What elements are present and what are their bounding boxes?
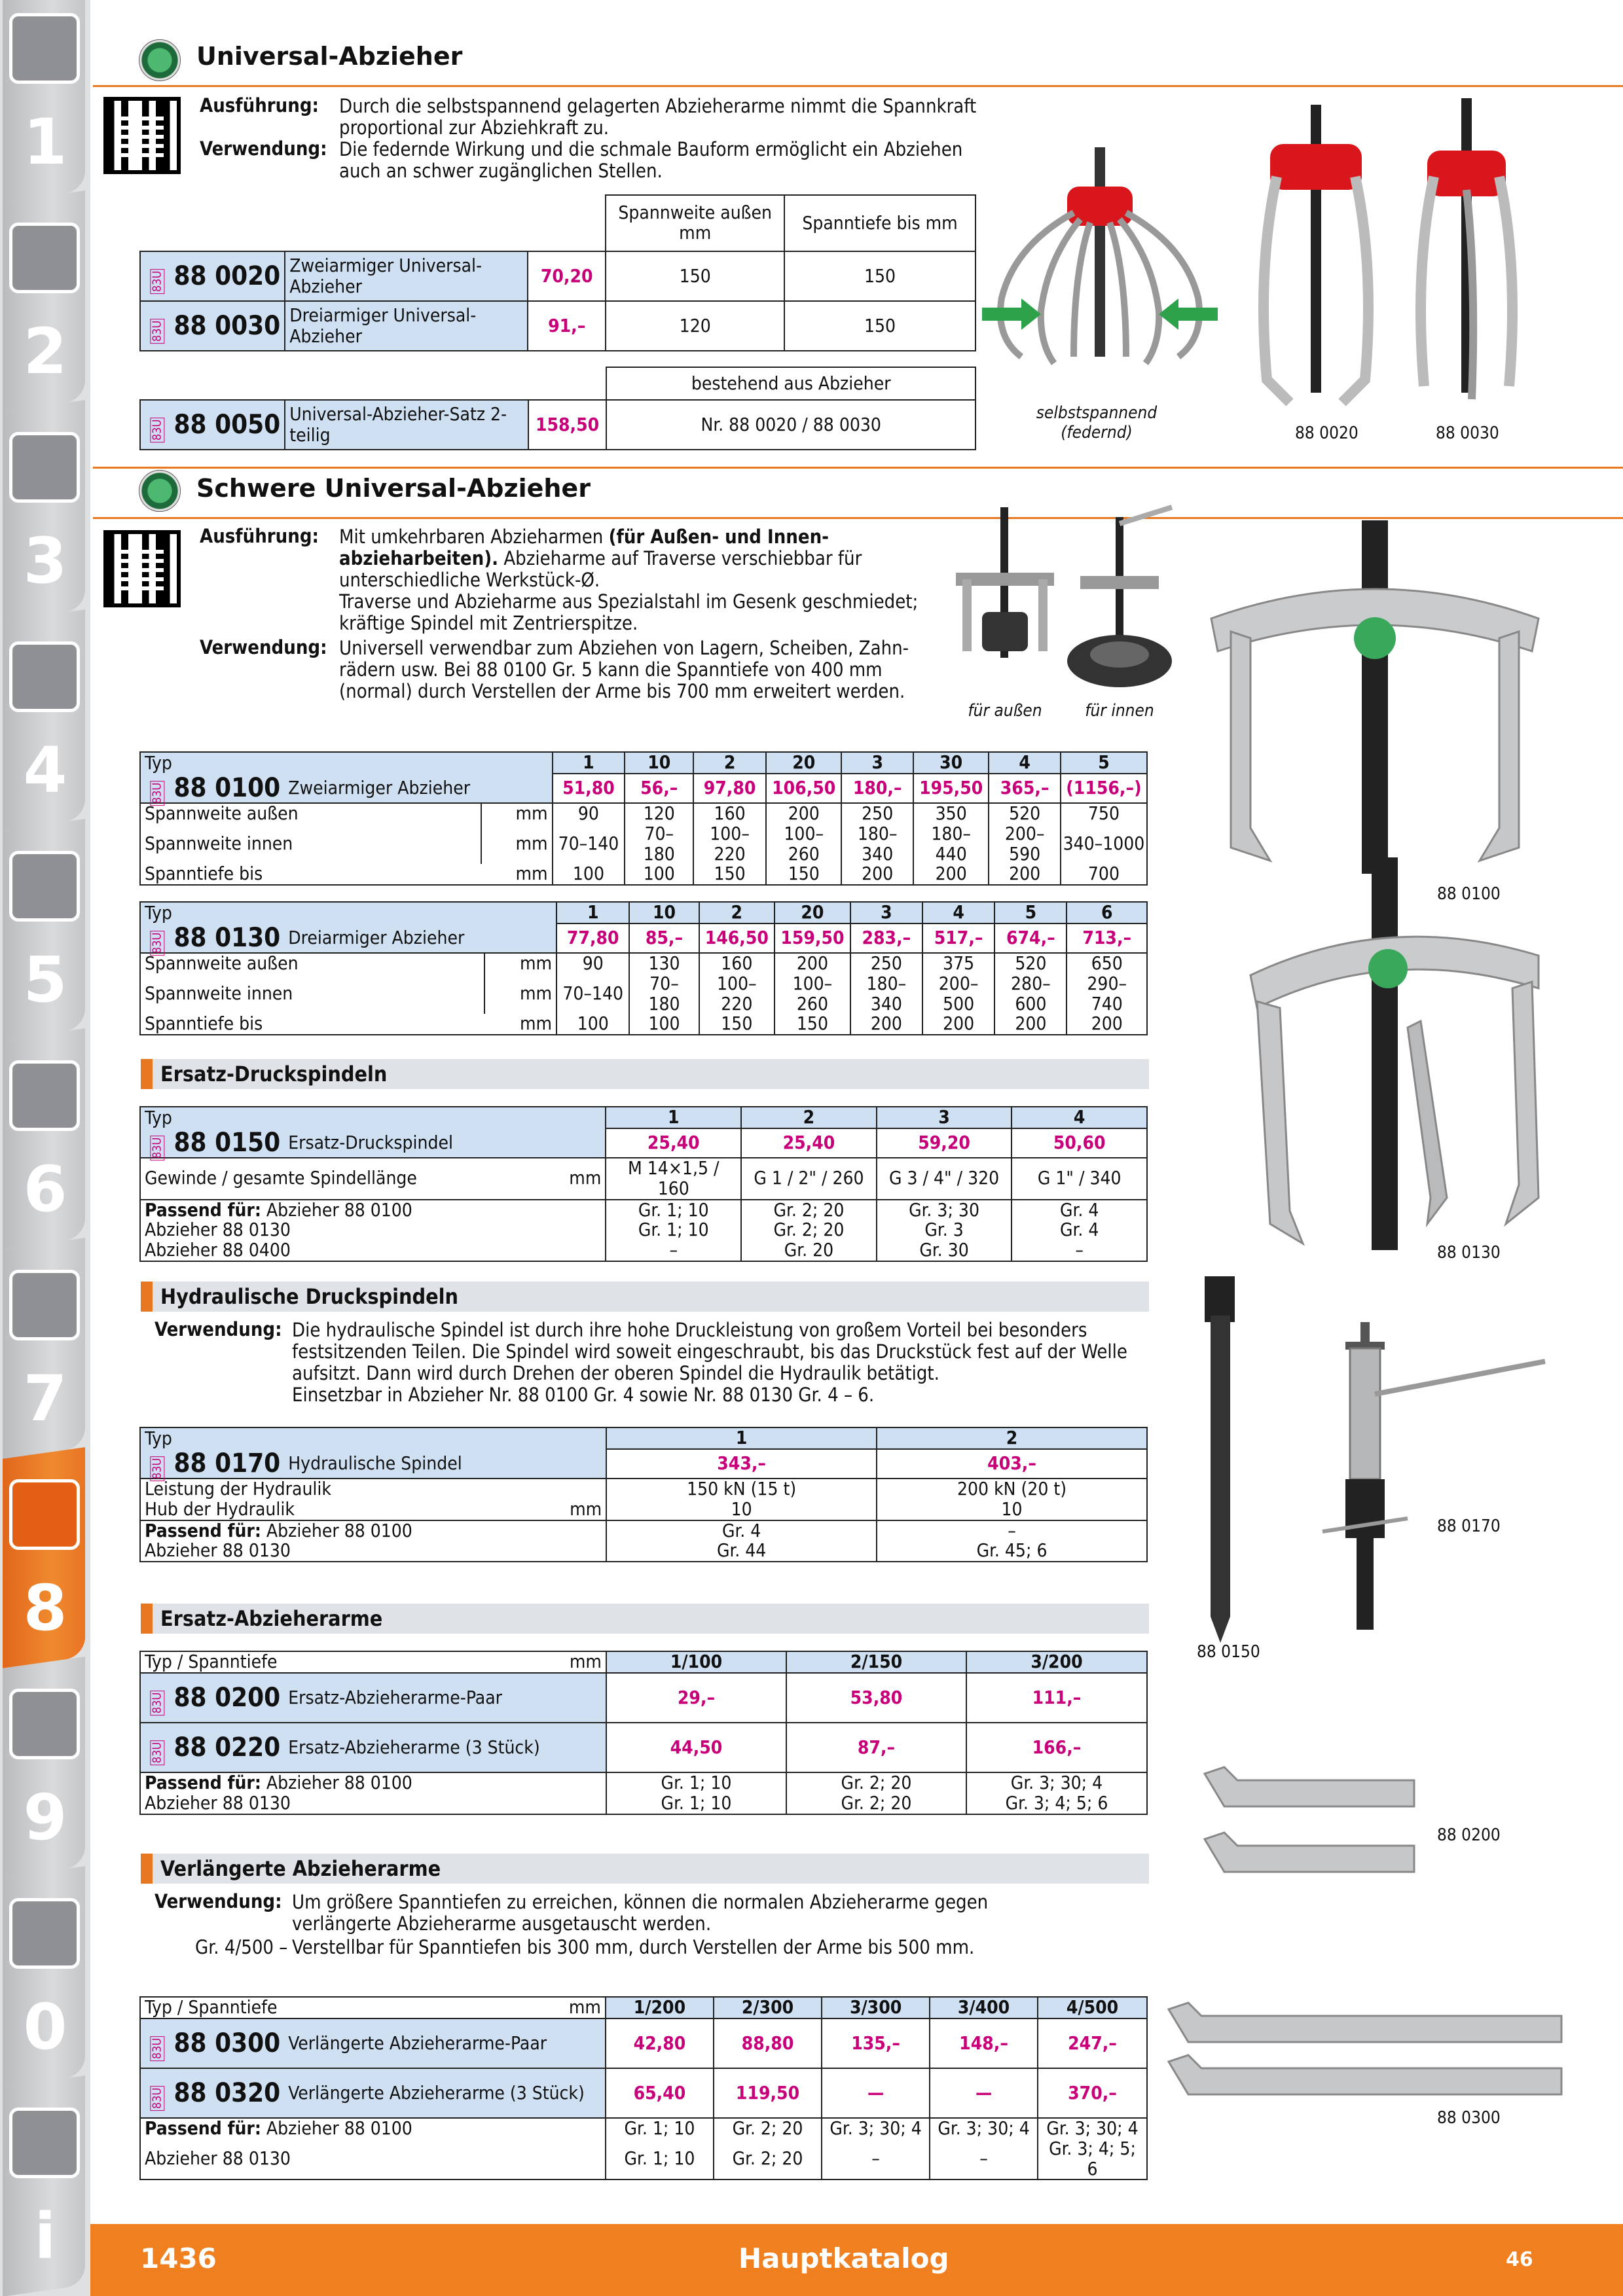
table-row: 83U 88 0200 Ersatz-Abzieherarme-Paar 29,– 53,80 111,– [140,1673,1147,1723]
caption-880100: 88 0100 [1437,884,1501,904]
subsection-ersatz-druckspindeln: Ersatz-Druckspindeln [141,1059,1149,1089]
tool-cabinet-icon [9,1689,80,1759]
page-number: 1436 [140,2242,217,2274]
qr-code-icon [103,97,181,174]
table-header: Typ / Spanntiefe mm 1/200 2/300 3/300 3/400 4/500 [140,1997,1147,2018]
table-row: Spanntiefe bis mm 100 100 150 150 200 200 200 200 [140,1014,1147,1035]
col-spanntiefe: Spanntiefe bis mm [784,195,976,251]
table-row: Abzieher 88 0130 Gr. 1; 10 Gr. 2; 20 Gr. 3; 4; 5; 6 [140,1793,1147,1814]
ausfuehrung-label: Ausführung: [200,94,319,117]
table-880100 [139,751,1148,886]
sidebar-tab-number: 4 [23,734,67,807]
table-880020 [139,194,976,351]
table-row: 83U 88 0050 Universal-Abzieher-Satz 2-teilig 158,50 Nr. 88 0020 / 88 0030 [140,400,976,450]
table-row: 83U 88 0320 Verlängerte Abzieherarme (3 Stück) 65,40 119,50 — — 370,– [140,2068,1147,2118]
puller-inner-use-image [1061,504,1178,707]
caption-880020: 88 0020 [1295,423,1359,443]
caliper-icon [9,641,80,712]
verwendung-text: Die federnde Wirkung und die schmale Bauform ermöglicht ein Abziehen auch an schwer zugänglichen Stellen. [339,138,963,182]
table-row: 83U 88 0020 Zweiarmiger Universal-Abzieher 70,20 150 150 [140,251,976,301]
verwendung-text: Universell verwendbar zum Abziehen von Lagern, Scheiben, Zahn- rädern usw. Bei 88 0100 Gr. 5 kann die Spanntiefe von 400 mm (normal) durch Verstellen der Arme bis 700 mm erweitert werden. [339,637,909,702]
col-spannweite: Spannweite außen mm [606,195,784,251]
puller-outer-use-image [949,507,1061,704]
tool-case-icon [9,1479,80,1550]
section-title: Schwere Universal-Abzieher [196,474,591,503]
qr-code-icon [103,530,181,607]
caption-880170: 88 0170 [1437,1516,1501,1536]
subsection-hydraulische-druckspindeln: Hydraulische Druckspindeln [141,1282,1149,1312]
table-row: Abzieher 88 0130 Gr. 44 Gr. 45; 6 [140,1541,1147,1562]
table-880170 [139,1427,1148,1562]
table-row: 83U 88 0170 Hydraulische Spindel 343,– 403,– [140,1449,1147,1479]
ausfuehrung-label: Ausführung: [200,525,319,547]
section-title: Universal-Abzieher [196,42,463,71]
table-row: Spannweite innen mm 70–140 70–180 100–220 100–260 180–340 180–440 200–590 340–1000 [140,824,1147,865]
sidebar-tab-number: 1 [23,105,67,179]
table-header: Typ 1 10 2 20 3 30 4 5 [140,752,1147,774]
caption-880030: 88 0030 [1436,423,1499,443]
table-row: Spanntiefe bis mm 100 100 150 150 200 200 200 700 [140,864,1147,885]
table-row: 83U 88 0030 Dreiarmiger Universal-Abzieher 91,– 120 150 [140,301,976,351]
verwendung-label: Verwendung: [200,636,327,658]
table-row: Passend für: Abzieher 88 0100 Gr. 1; 10 Gr. 2; 20 Gr. 3; 30; 4 Gr. 3; 30; 4 Gr. 3; 30; 4 [140,2118,1147,2139]
three-arm-heavy-puller-image [1231,857,1571,1263]
sidebar-tab-number: 5 [23,943,67,1016]
chapter-sidebar [0,0,90,2296]
sidebar-tab-number: 9 [23,1781,67,1854]
safety-goggles-icon [9,1898,80,1969]
caption-880150: 88 0150 [1197,1642,1260,1662]
table-header: Typ 1 2 3 4 [140,1107,1147,1128]
catalog-title: Hauptkatalog [739,2242,949,2274]
table-880050: bestehend aus Abzieher 83U 88 0050 Universal-Abzieher-Satz 2-teilig 158,50 Nr. 88 0020 / 88 0030 [139,367,976,450]
table-row: 83U 88 0150 Ersatz-Druckspindel 25,40 25,40 59,20 50,60 [140,1128,1147,1158]
table-row: Spannweite außen mm 90 120 160 200 250 350 520 750 [140,803,1147,824]
verwendung-text: Die hydraulische Spindel ist durch ihre hohe Druckleistung von großem Vorteil bei besonders festsitzenden Teilen. Die Spindel wird soweit eingeschraubt, bis das Druckstück fest auf der Welle aufsitzt. Dann wird durch Drehen der oberen Spindel die Hydraulik betätigt. Einsetzbar in Abzieher Nr. 88 0100 Gr. 4 sowie Nr. 88 0130 Gr. 4 – 6. [292,1319,1127,1406]
table-row: Abzieher 88 0130 Gr. 1; 10 Gr. 2; 20 Gr. 3 Gr. 4 [140,1220,1147,1240]
verwendung-text: Um größere Spanntiefen zu erreichen, können die normalen Abzieherarme gegen verlängerte Abzieherarme ausgetauscht werden. [292,1891,989,1935]
ausfuehrung-text: Durch die selbstspannend gelagerten Abzieherarme nimmt die Spannkraft proportional zur Abziehkraft zu. [339,95,977,139]
sidebar-tab-number: 2 [23,315,67,388]
table-row: Abzieher 88 0400 – Gr. 20 Gr. 30 – [140,1240,1147,1261]
caption-fuer-innen: für innen [1085,701,1154,721]
two-arm-heavy-puller-image [1205,520,1545,887]
sidebar-tab-number: 0 [23,1990,67,2064]
verwendung-label: Verwendung: [155,1318,282,1340]
table-row: Abzieher 88 0130 Gr. 1; 10 Gr. 2; 20 – – Gr. 3; 4; 5; 6 [140,2139,1147,2180]
table-880200 [139,1651,1148,1815]
gr-label: Gr. 4/500 – [195,1936,288,1958]
sidebar-tab-number: 3 [23,524,67,598]
table-row: Hub der Hydraulik mm 10 10 [140,1499,1147,1520]
drill-icon [9,13,80,84]
subsection-verlaengerte-abzieherarme: Verlängerte Abzieherarme [141,1854,1149,1884]
table-row: Passend für: Abzieher 88 0100 Gr. 1; 10 Gr. 2; 20 Gr. 3; 30; 4 [140,1772,1147,1793]
table-header: Typ / Spanntiefe mm 1/100 2/150 3/200 [140,1651,1147,1673]
two-arm-puller-image [1250,105,1381,412]
divider [93,85,1623,87]
table-header: Typ 1 2 [140,1427,1147,1449]
verwendung-label: Verwendung: [155,1890,282,1912]
chuck-icon [9,432,80,503]
subsection-ersatz-abzieherarme: Ersatz-Abzieherarme [141,1604,1149,1634]
table-880130 [139,901,1148,1035]
grinding-disc-icon [9,851,80,922]
extended-arms-image [1169,2003,1575,2108]
verwendung-label: Verwendung: [200,137,327,160]
table-row: 83U 88 0100 Zweiarmiger Abzieher 51,80 56,– 97,80 106,50 180,– 195,50 365,– (1156,–) [140,774,1147,803]
gr-text: Verstellbar für Spanntiefen bis 300 mm, durch Verstellen der Arme bis 500 mm. [292,1936,975,1958]
table-row: Passend für: Abzieher 88 0100 Gr. 1; 10 Gr. 2; 20 Gr. 3; 30 Gr. 4 [140,1200,1147,1221]
spare-arms-image [1198,1767,1421,1905]
table-880150 [139,1106,1148,1262]
divider [93,517,1623,519]
table-row: Gewinde / gesamte Spindellänge mm M 14×1,5 / 160 G 1 / 2" / 260 G 3 / 4" / 320 G 1" / 340 [140,1158,1147,1200]
table-row: 83U 88 0300 Verlängerte Abzieherarme-Paar 42,80 88,80 135,– 148,– 247,– [140,2018,1147,2068]
ausfuehrung-text: Mit umkehrbaren Abzieharmen (für Außen- und Innen- abzieharbeiten). Abzieharme auf Traverse verschiebbar für unterschiedliche Werkstück-Ø. Traverse und Abzieharme aus Spezialstahl im Gesenk geschmiedet; kräftige Spindel mit Zentrierspitze. [339,526,919,634]
cutting-insert-icon [9,223,80,293]
caption-880300: 88 0300 [1437,2108,1501,2128]
divider [93,467,1623,469]
caption-880200: 88 0200 [1437,1825,1501,1845]
table-row: 83U 88 0130 Dreiarmiger Abzieher 77,80 85,– 146,50 159,50 283,– 517,– 674,– 713,– [140,924,1147,953]
three-arm-puller-image [1401,98,1532,412]
caption-fuer-aussen: für außen [968,701,1042,721]
table-row: Spannweite außen mm 90 130 160 200 250 375 520 650 [140,953,1147,974]
brand-logo [139,39,181,81]
sidebar-tab-number: i [34,2200,56,2273]
spare-spindle-image [1195,1276,1247,1643]
table-row: Spannweite innen mm 70–140 70–180 100–220 100–260 180–340 200–500 280–600 290–740 [140,974,1147,1014]
wrench-icon [9,1060,80,1131]
table-row: 83U 88 0220 Ersatz-Abzieherarme (3 Stück) 44,50 87,– 166,– [140,1723,1147,1772]
caption-selbstspannend: selbstspannend (federnd) [1036,403,1158,442]
table-row: Passend für: Abzieher 88 0100 Gr. 4 – [140,1520,1147,1541]
pliers-icon [9,1270,80,1340]
info-icon [9,2108,80,2178]
sidebar-tab-number: 8 [23,1571,67,1645]
sidebar-tab-number: 6 [23,1153,67,1226]
hydraulic-spindle-image [1283,1322,1558,1630]
page-footer [90,2224,1623,2296]
table-row: Leistung der Hydraulik 150 kN (15 t) 200 kN (20 t) [140,1479,1147,1499]
caption-880130: 88 0130 [1437,1243,1501,1263]
sidebar-tab-number: 7 [23,1362,67,1435]
universal-puller-spider-image [976,141,1224,376]
footer-number: 46 [1506,2248,1533,2271]
brand-logo [139,470,181,512]
table-880300 [139,1996,1148,2180]
table-header: Typ 1 10 2 20 3 4 5 6 [140,902,1147,924]
